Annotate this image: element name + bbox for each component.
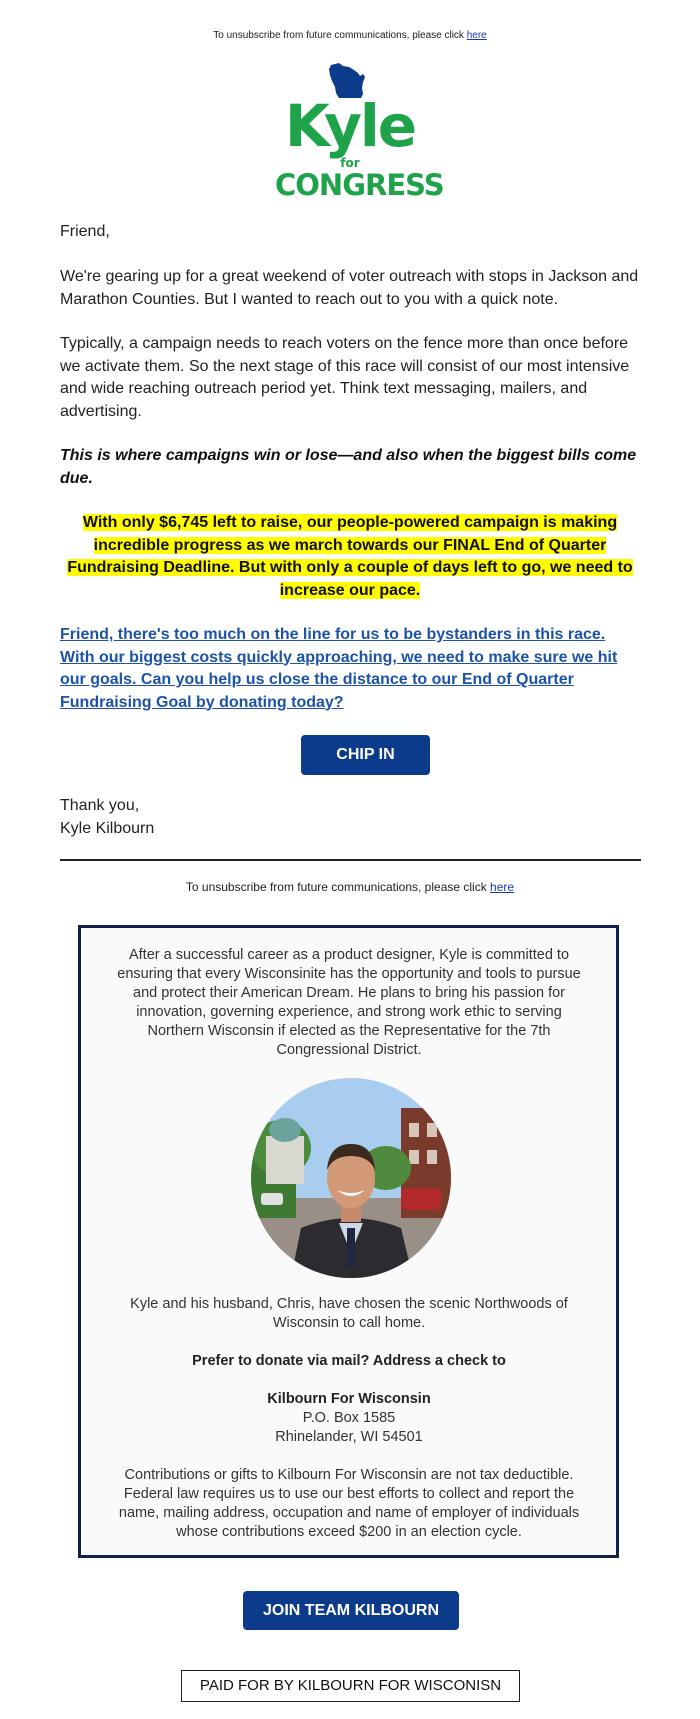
campaign-logo (275, 62, 444, 202)
bio-family: Kyle and his husband, Chris, have chosen the scenic Northwoods of Wisconsin to call home. (130, 1296, 568, 1331)
bottom-unsubscribe-notice (0, 880, 700, 894)
mail-donation-heading: Prefer to donate via mail? Address a check to (192, 1353, 506, 1369)
highlight-paragraph (60, 512, 640, 602)
signoff (60, 795, 640, 840)
top-unsubscribe-notice (0, 30, 700, 41)
greeting: Friend, (60, 223, 110, 240)
mail-address-line1: P.O. Box 1585 (302, 1410, 396, 1426)
paragraph-emphasis: This is where campaigns win or lose—and also when the biggest bills come due. (60, 447, 637, 487)
join-team-button[interactable]: JOIN TEAM KILBOURN (243, 1591, 459, 1630)
thanks-line: Thank you, (60, 797, 140, 814)
unsubscribe-link[interactable]: here (490, 880, 515, 894)
unsubscribe-text: To unsubscribe from future communications, please click (213, 30, 467, 41)
legal-disclaimer: Contributions or gifts to Kilbourn For Wisconsin are not tax deductible. Federal law requires us to use our best efforts to collect and report the name, mailing address, occupation and name of employer of individuals whose contributions exceed $200 in an election cycle. (118, 1467, 580, 1540)
unsubscribe-text: To unsubscribe from future communications, please click (185, 880, 491, 894)
logo-congress: CONGRESS (275, 168, 444, 202)
mail-org-name: Kilbourn For Wisconsin (267, 1391, 431, 1407)
candidate-photo (251, 1078, 451, 1278)
divider (60, 859, 641, 861)
logo-for: for (340, 156, 360, 170)
highlighted-text: With only $6,745 left to raise, our people-powered campaign is making incredible progress as we march towards our FINAL End of Quarter Fundraising Deadline. But with only a couple of days left to go, we need to increase our pace. (67, 514, 633, 599)
donate-link-paragraph (60, 624, 640, 714)
bio-box (78, 925, 619, 1558)
candidate-photo-illustration (251, 1078, 451, 1278)
signature: Kyle Kilbourn (60, 819, 155, 837)
bio-intro: After a successful career as a product designer, Kyle is committed to ensuring that every Wisconsinite has the opportunity and tools to pursue and protect their American Dream. He plans to bring his passion for innovation, governing experience, and strong work ethic to serving Northern Wisconsin if elected as the Representative for the 7th Congressional District. (117, 947, 581, 1058)
logo-name: Kyle (284, 92, 416, 160)
donate-link[interactable]: Friend, there's too much on the line for us to be bystanders in this race. With our biggest costs quickly approaching, we need to make sure we hit our goals. Can you help us close the distance to our End of Quarter Fundraising Goal by donating today? (60, 626, 618, 711)
paragraph-outreach: We're gearing up for a great weekend of voter outreach with stops in Jackson and Marathon Counties. But I wanted to reach out to you with a quick note. (60, 268, 639, 308)
chip-in-button[interactable]: CHIP IN (301, 735, 430, 775)
unsubscribe-link[interactable]: here (466, 30, 487, 41)
mail-address-line2: Rhinelander, WI 54501 (275, 1429, 423, 1445)
paragraph-strategy: Typically, a campaign needs to reach voters on the fence more than once before we activate them. So the next stage of this race will consist of our most intensive and wide reaching outreach period yet. Think text messaging, mailers, and advertising. (60, 335, 630, 420)
paid-for-disclaimer: PAID FOR BY KILBOURN FOR WISCONISN (181, 1670, 520, 1702)
